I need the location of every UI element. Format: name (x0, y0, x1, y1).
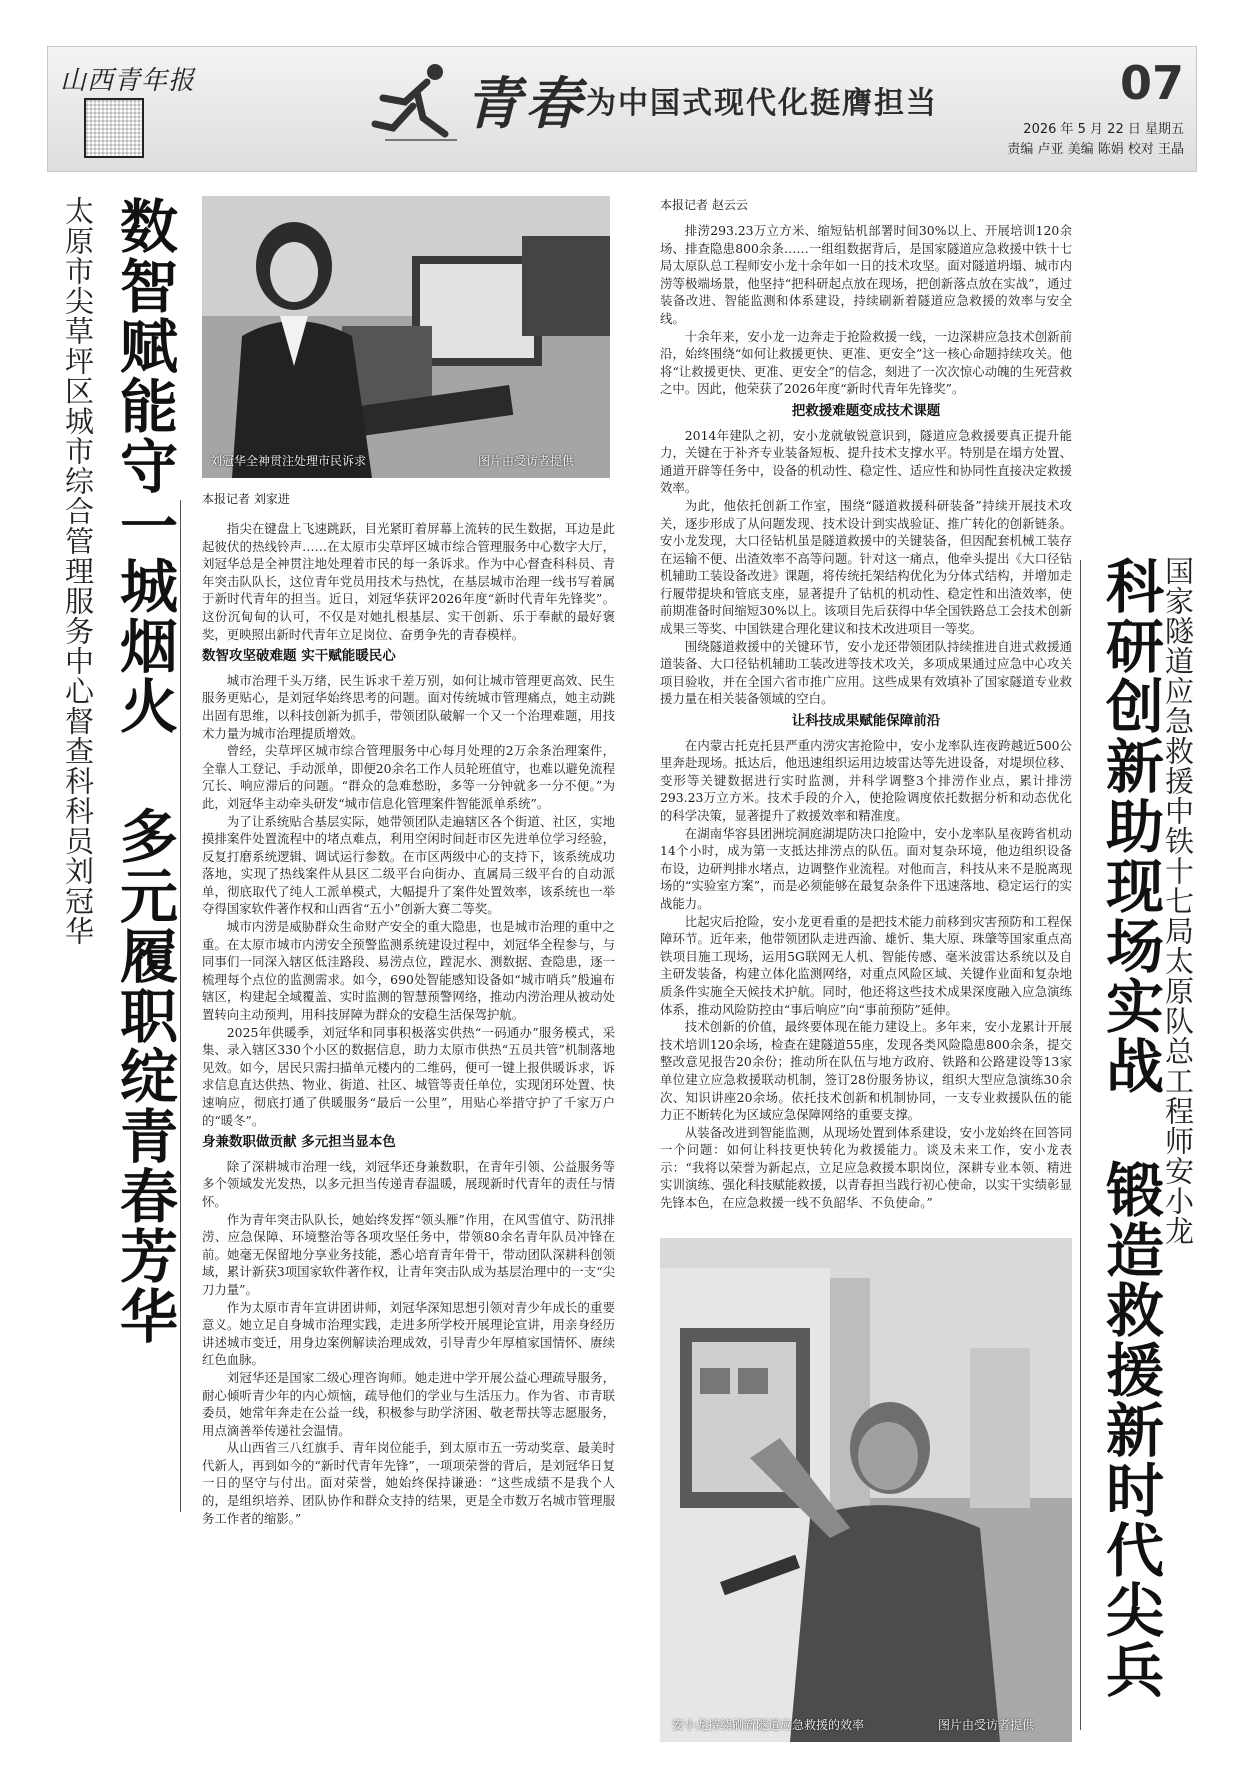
article-paragraph: 城市治理千头万绪，民生诉求千差万别，如何让城市管理更高效、民生服务更贴心，是刘冠华始终思考的问题。面对传统城市管理痛点，她主动跳出固有思维，以科技创新为抓手，带领团队破解一个又一个治理难题，用技术力量为城市治理提质增效。 (202, 672, 615, 741)
masthead-slogan-highlight: 青春 (465, 71, 585, 137)
section-heading: 数智攻坚破难题 实干赋能暖民心 (202, 648, 396, 665)
right-story-subtitle: 国家隧道应急救援中铁十七局太原队总工程师安小龙 (1161, 556, 1195, 1246)
editors-line: 责编 卢亚 美编 陈娟 校对 王晶 (1007, 142, 1184, 157)
section-heading: 身兼数职做贡献 多元担当显本色 (202, 1134, 396, 1151)
article-paragraph: 作为青年突击队队长，她始终发挥“领头雁”作用，在风雪值守、防汛排涝、应急保障、环境整治等各项攻坚任务中，带领80余名青年队员冲锋在前。她毫无保留地分享业务技能，悉心培育青年骨干，带动团队深耕科创领域，累计新获3项国家软件著作权，让青年突击队成为基层治理中的一支“尖刀力量”。 (202, 1211, 615, 1297)
article-paragraph: 曾经，尖草坪区城市综合管理服务中心每月处理的2万余条治理案件，全靠人工登记、手动派单，即便20余名工作人员轮班值守，也难以避免流程冗长、响应滞后的问题。“群众的急难愁盼，多等一分钟就多一分不便。”为此，刘冠华主动牵头研发“城市信息化管理案件智能派单系统”。 (202, 743, 615, 811)
office-worker-image (202, 196, 610, 478)
article-paragraph: 在湖南华容县团洲垸洞庭湖堤防决口抢险中，安小龙率队星夜跨省机动14个小时，成为第一支抵达排涝点的队伍。面对复杂环境，他边组织设备布设，边研判排水堵点，边调整作业流程。对他而言，科技从来不是脱离现场的“实验室方案”，而是必须能够在最复杂条件下迅速落地、稳定运行的实战能力。 (660, 825, 1072, 911)
left-story-title-2: 多元履职绽青春芳华 (110, 806, 178, 1346)
right-story-title-2: 锻造救援新时代尖兵 (1096, 1160, 1164, 1700)
right-story-photo (660, 1238, 1072, 1742)
left-story-byline: 本报记者 刘家进 (202, 492, 290, 506)
article-paragraph: 指尖在键盘上飞速跳跃，目光紧盯着屏幕上流转的民生数据，耳边是此起彼伏的热线铃声……在太原市尖草坪区城市综合管理服务中心数字大厅，刘冠华总是全神贯注地处理着市民的每一条诉求。作为中心督查科科员、青年突击队队长，这位青年党员用技术与热忱，在基层城市治理一线书写着属于新时代青年的担当。近日，刘冠华获评2026年度“新时代青年先锋奖”。这份沉甸甸的认可，不仅是对她扎根基层、实干创新、乐于奉献的最好褒奖，更映照出新时代青年立足岗位、奋勇争先的青春模样。 (202, 521, 615, 642)
article-paragraph: 比起灾后抢险，安小龙更看重的是把技术能力前移到灾害预防和工程保障环节。近年来，他带领团队走进西渝、雄忻、集大原、珠肇等国家重点高铁项目施工现场，运用5G联网无人机、智能传感、毫米波雷达系统以及自主研发装备，构建立体化监测网络，对重点风险区域、关键作业面和复杂地质条件实施全天候技术护航。同时，他还将这些技术成果深度融入应急演练体系，推动风险防控由“事后响应”向“事前预防”延伸。 (660, 913, 1072, 1017)
qr-code (84, 98, 144, 158)
article-paragraph: 技术创新的价值，最终要体现在能力建设上。多年来，安小龙累计开展技术培训120余场，检查在建隧道55座，发现各类风险隐患800余条，提交整改意见报告20余份；推动所在队伍与地方政府、铁路和公路建设等13家单位建立应急救援联动机制，签订28份服务协议，组织大型应急演练30余次、知识讲座20余场。依托技术创新和机制协同，一支专业救援队伍的能力正不断转化为区域应急保障网络的重要支撑。 (660, 1019, 1072, 1123)
article-paragraph: 十余年来，安小龙一边奔走于抢险救援一线，一边深耕应急技术创新前沿，始终围绕“如何让救援更快、更准、更安全”这一核心命题持续攻关。他将“让救援更快、更准、更安全”的信念，刻进了一次次惊心动魄的生死营救之中。因此，他荣获了2026年度“新时代青年先锋奖”。 (660, 328, 1072, 397)
left-story-body (202, 520, 615, 1742)
article-paragraph: 为此，他依托创新工作室，围绕“隧道救援科研装备”持续开展技术攻关，逐步形成了从问题发现、技术设计到实战验证、推广转化的创新链条。安小龙发现，大口径钻机虽是隧道救援中的关键装备，但因配套机械工装存在运输不便、出渣效率不高等问题。针对这一痛点，他牵头提出《大口径钻机辅助工装设备改进》课题，将传统托架结构优化为分体式结构，并增加走行履带提块和管底支座，显著提升了钻机的机动性、稳定性和出渣效率，使前期准备时间缩短30%以上。该项目先后获得中华全国铁路总工会技术创新成果三等奖、中国铁建合理化建议和技术改进项目一等奖。 (660, 497, 1072, 637)
runner-icon (365, 58, 465, 148)
left-story-title-1: 数智赋能守一城烟火 (110, 196, 178, 736)
article-paragraph: 刘冠华还是国家二级心理咨询师。她走进中学开展公益心理疏导服务，耐心倾听青少年的内心烦恼，疏导他们的学业与生活压力。作为省、市青联委员，她常年奔走在公益一线，积极参与助学济困、敬老帮扶等志愿服务，用点滴善举传递社会温情。 (202, 1369, 615, 1438)
right-photo-credit: 图片由受访者提供 (938, 1718, 1035, 1732)
column-divider (1080, 560, 1081, 1730)
right-photo-caption: 安小龙持续刷新隧道应急救援的效率 (672, 1718, 865, 1732)
rescue-worker-image (660, 1238, 1072, 1742)
article-paragraph: 为了让系统贴合基层实际，她带领团队走遍辖区各个街道、社区，实地摸排案件处置流程中的堵点难点，利用空闲时间赶市区先进单位学习经验，反复打磨系统逻辑、调试运行参数。在市区两级中心的支持下，该系统成功落地，实现了热线案件从县区二级平台向街办、直属局三级平台的自动派单，彻底取代了纯人工派单模式，大幅提升了案件处置效率，该系统也一举夺得国家软件著作权和山西省“五小”创新大赛二等奖。 (202, 813, 615, 917)
masthead-slogan: 为中国式现代化挺膺担当 (586, 86, 938, 121)
article-paragraph: 从装备改进到智能监测，从现场处置到体系建设，安小龙始终在回答同一个问题：如何让科技更快转化为救援能力。谈及未来工作，安小龙表示：“我将以荣誉为新起点，立足应急救援本职岗位，深耕专业本领、精进实训演练、强化科技赋能救援，以青春担当践行初心使命，以实干实绩彰显先锋本色，在应急救援一线不负韶华、不负使命。” (660, 1124, 1072, 1211)
left-story-photo (202, 196, 610, 478)
page-number: 07 (1120, 56, 1185, 110)
section-heading: 让科技成果赋能保障前沿 (791, 713, 941, 730)
article-paragraph: 城市内涝是威胁群众生命财产安全的重大隐患，也是城市治理的重中之重。在太原市城市内涝安全预警监测系统建设过程中，刘冠华全程参与，与同事们一同深入辖区低洼路段、易涝点位，蹚泥水、测数据、查隐患，逐一梳理每个点位的监测需求。如今，690处智能感知设备如“城市哨兵”般遍布辖区，构建起全域覆盖、实时监测的智慧预警网络，推动内涝治理从被动处置转向主动预判，用科技屏障为群众的安稳生活保驾护航。 (202, 919, 615, 1023)
left-story-subtitle: 太原市尖草坪区城市综合管理服务中心督查科科员刘冠华 (61, 196, 95, 946)
column-divider (180, 500, 181, 1512)
left-photo-credit: 图片由受访者提供 (478, 454, 575, 468)
article-paragraph: 2025年供暖季，刘冠华和同事积极落实供热“一码通办”服务模式，采集、录入辖区330个小区的数据信息，助力太原市供热“五员共管”机制落地见效。如今，居民只需扫描单元楼内的二维码，便可一键上报供暖诉求，诉求信息直达供热、物业、街道、社区、城管等责任单位，实现闭环处置、快速响应，彻底打通了供暖服务“最后一公里”，用贴心举措守护了千家万户的“暖冬”。 (202, 1024, 615, 1128)
newspaper-logo: 山西青年报 (60, 66, 196, 96)
right-story-title-1: 科研创新助现场实战 (1096, 556, 1164, 1096)
article-paragraph: 除了深耕城市治理一线，刘冠华还身兼数职，在青年引领、公益服务等多个领域发光发热，以多元担当传递青春温暖，展现新时代青年的责任与情怀。 (202, 1158, 615, 1209)
article-paragraph: 2014年建队之初，安小龙就敏锐意识到，隧道应急救援要真正提升能力，关键在于补齐专业装备短板、提升技术支撑水平。特别是在塌方处置、通道开辟等任务中，设备的机动性、稳定性、适应性和协同性直接决定救援效率。 (660, 427, 1072, 496)
left-photo-caption: 刘冠华全神贯注处理市民诉求 (210, 454, 367, 468)
article-paragraph: 在内蒙古托克托县严重内涝灾害抢险中，安小龙率队连夜跨越近500公里奔赴现场。抵达后，他迅速组织运用边坡雷达等先进设备，对堤坝位移、变形等关键数据进行实时监测，并科学调整3个排涝作业点，累计排涝293.23万立方米。技术手段的介入，使抢险调度依托数据分析和动态优化的科学决策，显著提升了救援效率和精准度。 (660, 737, 1072, 823)
article-paragraph: 作为太原市青年宣讲团讲师，刘冠华深知思想引领对青少年成长的重要意义。她立足自身城市治理实践，走进多所学校开展理论宣讲，用亲身经历讲述城市变迁，用身边案例解读治理成效，引导青少年厚植家国情怀、赓续红色血脉。 (202, 1299, 615, 1368)
article-paragraph: 从山西省三八红旗手、青年岗位能手，到太原市五一劳动奖章、最美时代新人，再到如今的“新时代青年先锋”，一项项荣誉的背后，是刘冠华日复一日的坚守与付出。面对荣誉，她始终保持谦逊：“这些成绩不是我个人的，是组织培养、团队协作和群众支持的结果，更是全市数万名城市管理服务工作者的缩影。” (202, 1440, 615, 1526)
right-story-byline: 本报记者 赵云云 (660, 198, 748, 212)
article-paragraph: 排涝293.23万立方米、缩短钻机部署时间30%以上、开展培训120余场、排查隐患800余条……一组组数据背后，是国家隧道应急救援中铁十七局太原队总工程师安小龙十余年如一日的技术攻坚。面对隧道坍塌、城市内涝等极端场景，他坚持“把科研起点放在现场，把创新落点放在实战”，通过装备改进、智能监测和体系建设，持续刷新着隧道应急救援的效率与安全线。 (660, 223, 1072, 326)
issue-date: 2026 年 5 月 22 日 星期五 (1023, 122, 1184, 137)
section-heading: 把救援难题变成技术课题 (791, 402, 941, 419)
article-paragraph: 围绕隧道救援中的关键环节，安小龙还带领团队持续推进自进式救援通道装备、大口径钻机辅助工装改进等技术攻关，多项成果通过应急中心攻关项目验收，并在全国六省市推广应用。这些成果有效填补了国家隧道专业救援力量在相关装备领域的空白。 (660, 638, 1072, 707)
right-story-body (660, 222, 1072, 1230)
